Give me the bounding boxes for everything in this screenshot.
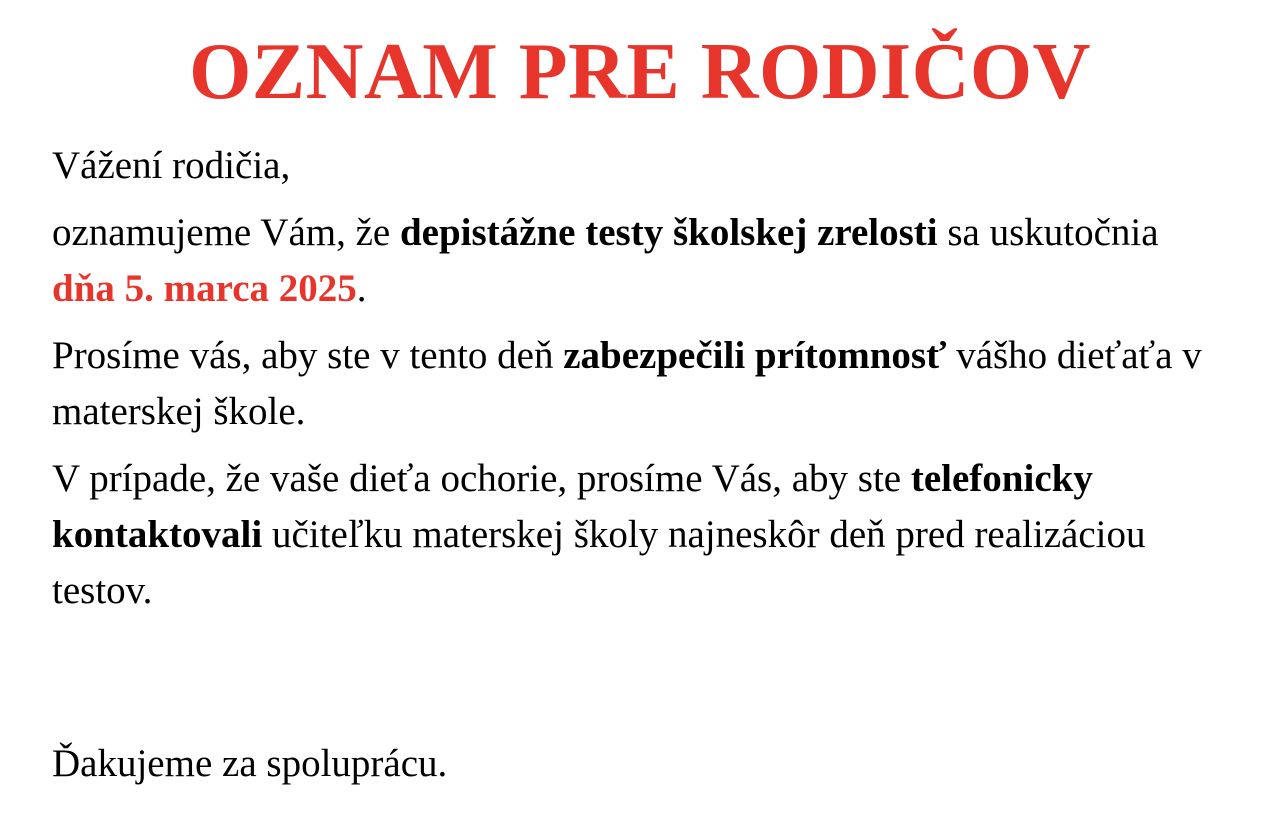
paragraph-text: sa uskutočnia — [937, 211, 1159, 254]
paragraph-text: Prosíme vás, aby ste v tento deň — [52, 334, 564, 377]
test-date: dňa 5. marca 2025 — [52, 267, 357, 310]
paragraph-text: oznamujeme Vám, že — [52, 211, 400, 254]
emphasis-attendance: zabezpečili prítomnosť — [563, 334, 947, 377]
emphasis-contact: telefonicky kontaktovali — [52, 457, 1093, 556]
paragraph-test-date — [52, 205, 1228, 317]
paragraph-text: učiteľku materskej školy najneskôr deň pred realizáciou testov. — [52, 513, 1146, 612]
notice-title: OZNAM PRE RODIČOV — [189, 28, 1091, 116]
greeting: Vážení rodičia, — [52, 144, 291, 187]
emphasis-test-name: depistážne testy školskej zrelosti — [399, 211, 938, 254]
paragraph-text: vášho dieťaťa v materskej škole. — [52, 334, 1202, 433]
paragraph-attendance — [52, 328, 1228, 440]
paragraph-text: V prípade, že vaše dieťa ochorie, prosíme Vás, aby ste — [52, 457, 911, 500]
paragraph-text: . — [356, 267, 367, 310]
closing-thanks: Ďakujeme za spoluprácu. — [52, 742, 448, 785]
paragraph-illness — [52, 451, 1228, 619]
